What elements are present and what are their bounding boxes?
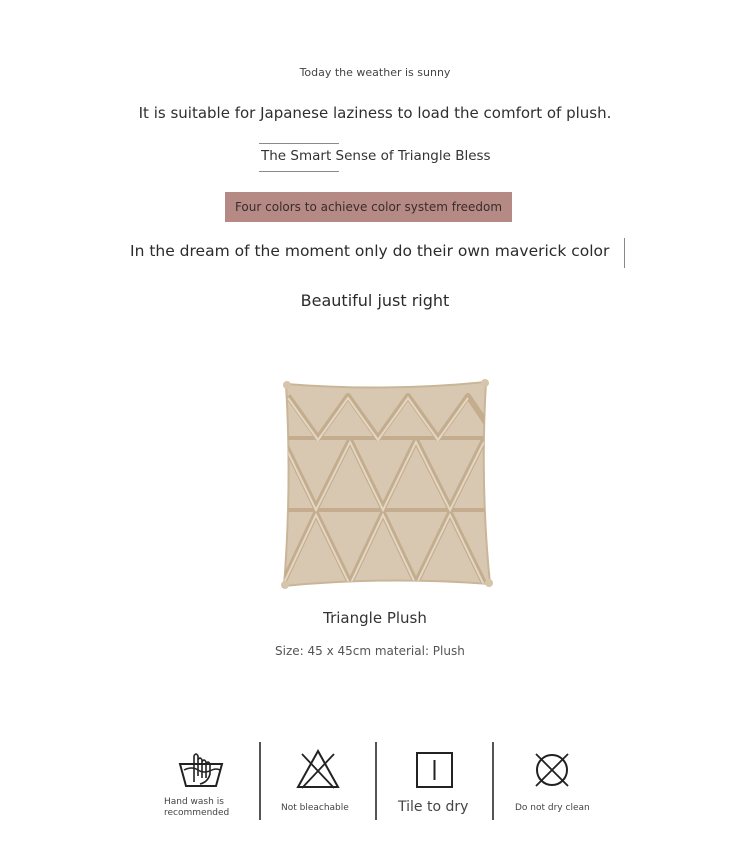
care-divider [492, 742, 494, 820]
vertical-accent-line [624, 238, 625, 268]
hand-wash-label [164, 797, 229, 819]
do-not-dry-clean-label: Do not dry clean [515, 803, 590, 813]
product-spec: Size: 45 x 45cm material: Plush [275, 644, 465, 658]
beautiful-text: Beautiful just right [300, 291, 450, 310]
hand-wash-label-line2: recommended [164, 808, 230, 818]
bless-bottom-rule [259, 171, 339, 172]
not-bleachable-icon [296, 748, 340, 790]
do-not-dry-clean-icon [533, 751, 571, 789]
tile-to-dry-icon [416, 752, 453, 788]
hand-wash-icon [178, 750, 224, 790]
bless-top-rule [259, 143, 339, 144]
care-divider [259, 742, 261, 820]
dream-text: In the dream of the moment only do their own maverick color [130, 242, 610, 260]
product-name: Triangle Plush [323, 609, 427, 627]
hand-wash-label-line1: Hand wash is [164, 797, 224, 807]
four-colors-text: Four colors to achieve color system freedom [234, 200, 503, 214]
not-bleachable-label: Not bleachable [281, 803, 349, 813]
care-divider [375, 742, 377, 820]
weather-text: Today the weather is sunny [299, 66, 451, 79]
tile-to-dry-label: Tile to dry [398, 799, 469, 815]
bless-text: The Smart Sense of Triangle Bless [261, 148, 491, 164]
suitable-text: It is suitable for Japanese laziness to load the comfort of plush. [138, 104, 612, 122]
pillow-image [278, 378, 494, 591]
four-colors-banner [225, 192, 512, 222]
